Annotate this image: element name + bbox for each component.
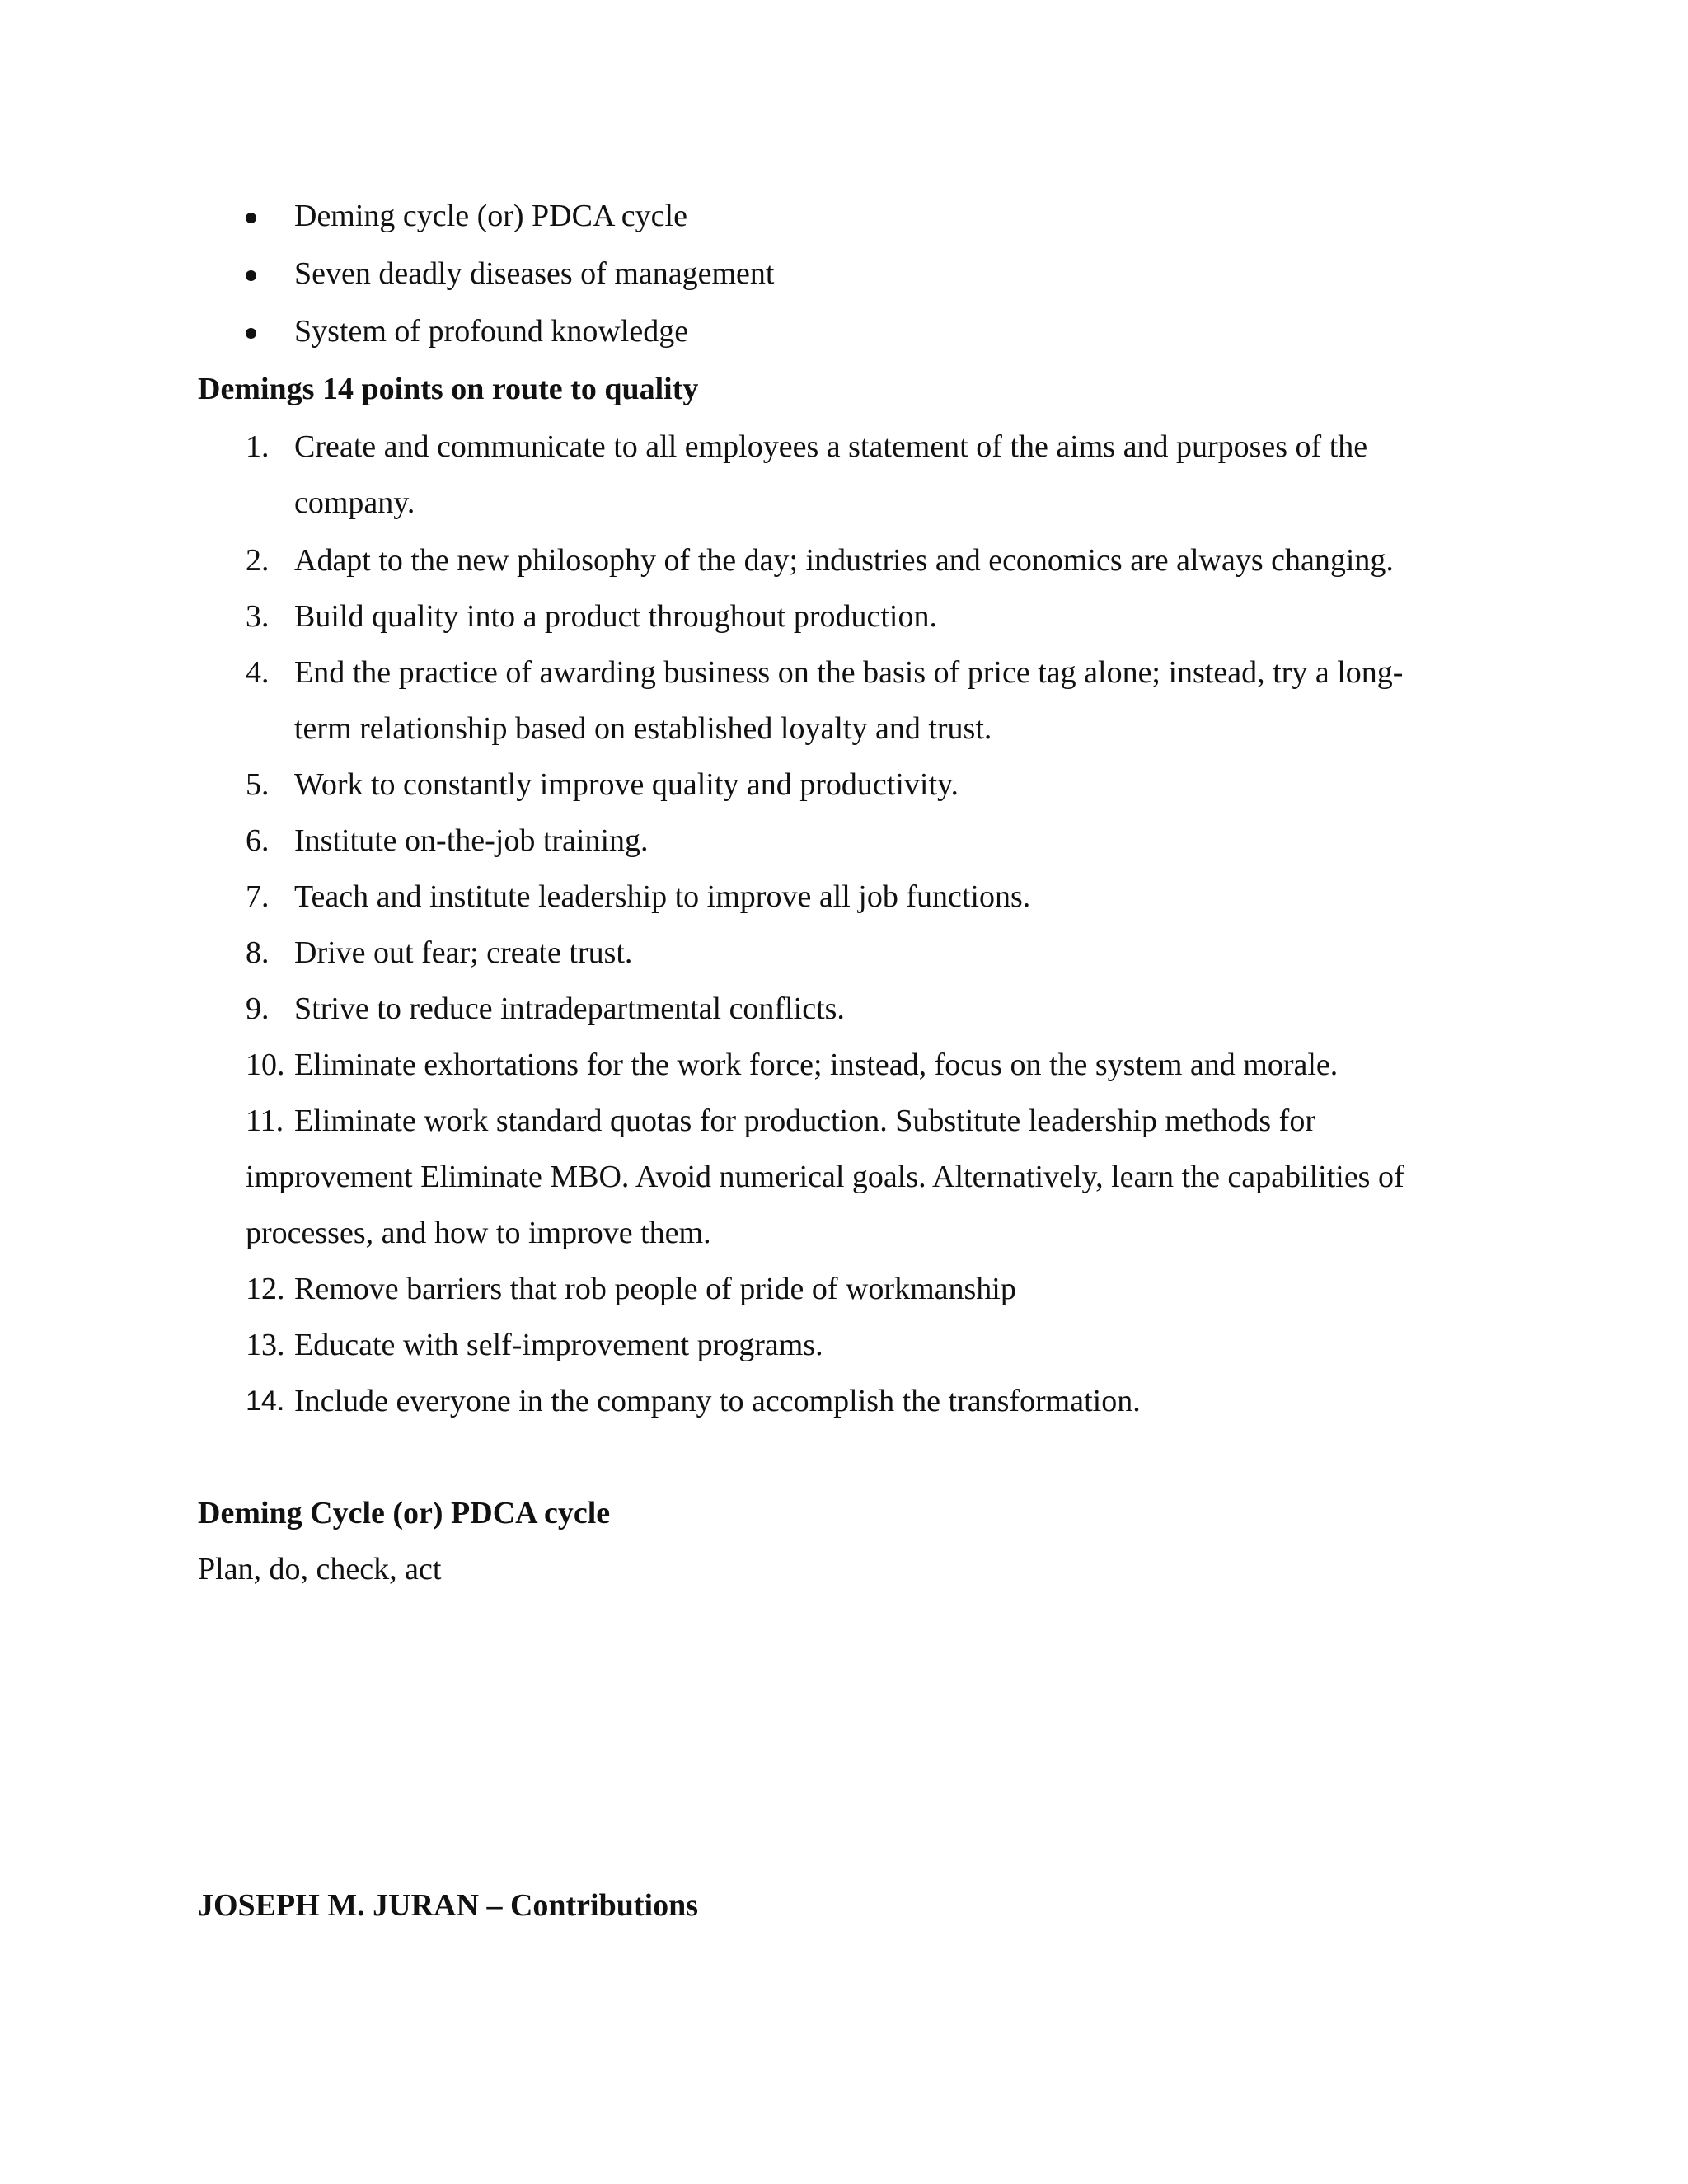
list-item: Strive to reduce intradepartmental conflicts. [294, 991, 845, 1026]
list-item: Drive out fear; create trust. [294, 935, 633, 970]
list-item: Adapt to the new philosophy of the day; industries and economics are always changing. [294, 543, 1394, 578]
list-item: Create and communicate to all employees a statement of the aims and purposes of the [294, 429, 1368, 464]
bullet-icon [246, 213, 256, 223]
list-item-continuation: term relationship based on established loyalty and trust. [294, 711, 992, 746]
list-number: 6. [246, 823, 270, 858]
list-item: Build quality into a product throughout production. [294, 599, 937, 634]
list-number: 3. [246, 599, 270, 634]
bullet-item: Deming cycle (or) PDCA cycle [294, 199, 687, 233]
list-number: 12. [246, 1272, 285, 1306]
list-number: 4. [246, 655, 270, 690]
list-number: 10. [246, 1047, 285, 1082]
list-item: Work to constantly improve quality and productivity. [294, 767, 959, 802]
list-number: 1. [246, 429, 270, 464]
list-item: Teach and institute leadership to improve all job functions. [294, 879, 1031, 914]
list-item: Institute on-the-job training. [294, 823, 649, 858]
bullet-icon [246, 328, 256, 339]
list-item: Eliminate exhortations for the work force; instead, focus on the system and morale. [294, 1047, 1339, 1082]
bullet-icon [246, 270, 256, 281]
list-item-continuation: processes, and how to improve them. [246, 1216, 711, 1250]
list-item: Eliminate work standard quotas for production. Substitute leadership methods for [294, 1104, 1315, 1138]
section-heading-14-points: Demings 14 points on route to quality [198, 372, 699, 406]
list-number: 13. [246, 1328, 285, 1362]
list-item: Include everyone in the company to accomplish the transformation. [294, 1384, 1141, 1418]
list-number: 9. [246, 991, 270, 1026]
list-number: 2. [246, 543, 270, 578]
bullet-item: System of profound knowledge [294, 314, 689, 349]
list-number: 11. [246, 1104, 284, 1138]
list-number: 7. [246, 879, 270, 914]
section-heading-juran: JOSEPH M. JURAN – Contributions [198, 1888, 698, 1923]
bullet-item: Seven deadly diseases of management [294, 256, 775, 291]
list-item: Educate with self-improvement programs. [294, 1328, 823, 1362]
list-number: 8. [246, 935, 270, 970]
section-heading-pdca: Deming Cycle (or) PDCA cycle [198, 1496, 611, 1530]
pdca-text: Plan, do, check, act [198, 1552, 442, 1586]
list-item: End the practice of awarding business on the basis of price tag alone; instead, try a long- [294, 655, 1404, 690]
list-item-continuation: improvement Eliminate MBO. Avoid numerical goals. Alternatively, learn the capabilities of [246, 1160, 1404, 1194]
list-number: 14. [246, 1385, 285, 1417]
list-number: 5. [246, 767, 270, 802]
list-item: Remove barriers that rob people of pride of workmanship [294, 1272, 1016, 1306]
list-item-continuation: company. [294, 485, 415, 520]
